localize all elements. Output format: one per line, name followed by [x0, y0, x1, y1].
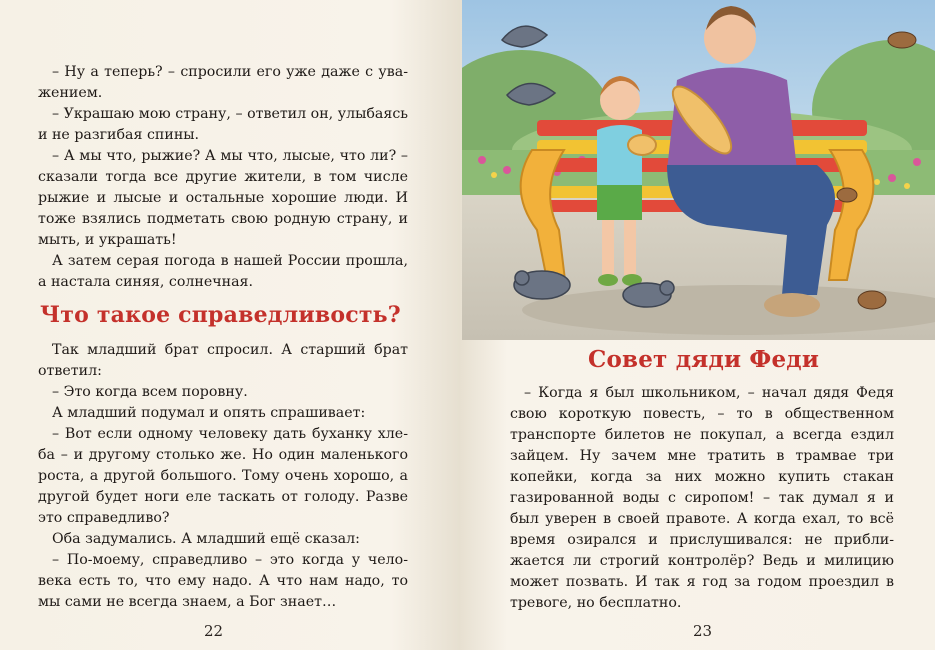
paragraph: – Ну а теперь? – спросили его уже даже с уважением. [38, 64, 408, 101]
story-ending-text [38, 62, 408, 293]
paragraph: Так младший брат спросил. А старший брат ответил: [38, 342, 408, 379]
page-number: 22 [204, 622, 224, 640]
chapter-text [38, 340, 408, 613]
paragraph: А младший подумал и опять спрашивает: [52, 405, 366, 421]
left-page [0, 0, 460, 650]
paragraph: – Когда я был школьником, – начал дядя Федя свою короткую повесть, – то в общественном транспорте билетов не покупал, а всегда ездил зайцем. Ну зачем мне тратить в трамвае три копейки, когда за них можно купить стакан газированной воды с сиропом! – так думал я и был уверен в своей правоте. А когда ехал, то всё время озирался и прислушивался: не приближается ли строгий контролёр? Ведь и милицию может позвать. И так я год за годом проездил в тревоге, но бесплатно. [510, 385, 894, 611]
paragraph: – Украшаю мою страну, – ответил он, улыбаясь и не разгибая спины. [38, 106, 408, 143]
paragraph: – А мы что, рыжие? А мы что, лысые, что ли? – сказали тогда все другие жители, в том числе рыжие и лысые и остальные хорошие люди. И тоже взялись подметать свою родную страну, и мыть, и украшать! [38, 148, 408, 248]
paragraph: А затем серая погода в нашей России прошла, а настала синяя, солнечная. [38, 253, 408, 290]
paragraph: Оба задумались. А младший ещё сказал: [52, 531, 360, 547]
right-page [460, 0, 935, 650]
park-bench-pigeons-illustration [462, 0, 935, 340]
page-number: 23 [693, 622, 713, 640]
chapter-heading: Совет дяди Феди [588, 346, 820, 373]
chapter-heading: Что такое справедливость? [40, 302, 401, 328]
paragraph: – По-моему, справедливо – это когда у человека есть то, что ему надо. А что нам надо, то мы сами не всегда знаем, а Бог знает… [38, 552, 408, 610]
paragraph: – Это когда всем поровну. [52, 384, 248, 400]
chapter-text [510, 383, 894, 614]
paragraph: – Вот если одному человеку дать буханку хлеба – и другому столько же. Но один маленького роста, а другой большого. Тому очень хорошо, а другой будет ноги еле таскать от голоду. Разве это справедливо? [38, 426, 408, 526]
